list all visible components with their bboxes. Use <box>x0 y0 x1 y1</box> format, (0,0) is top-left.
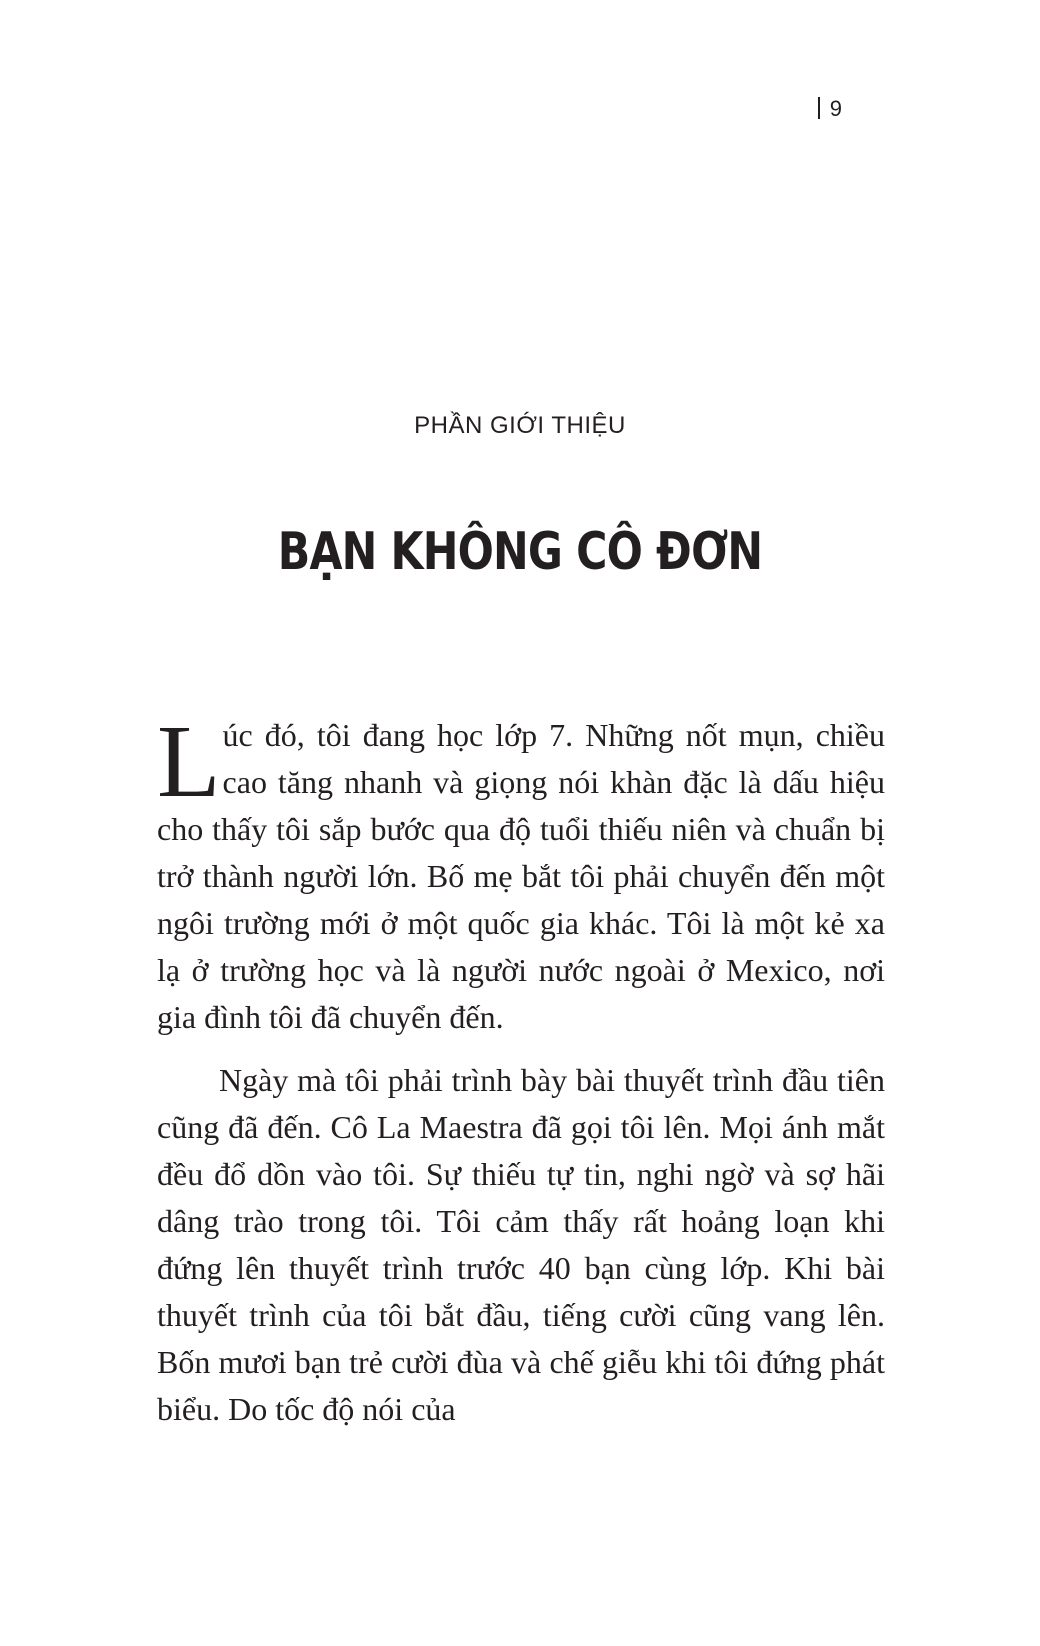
page-number-divider <box>818 97 820 119</box>
drop-cap: L <box>157 704 221 819</box>
page-number <box>818 96 843 122</box>
page-number-value: 9 <box>829 96 843 121</box>
paragraph-1 <box>157 704 885 1041</box>
paragraph-1-text: úc đó, tôi đang học lớp 7. Những nốt mụn, chiều cao tăng nhanh và giọng nói khàn đặc là dấu hiệu cho thấy tôi sắp bước qua độ tuổi thiếu niên và chuẩn bị trở thành người lớn. Bố mẹ bắt tôi phải chuyển đến một ngôi trường mới ở một quốc gia khác. Tôi là một kẻ xa lạ ở trường học và là người nước ngoài ở Mexico, nơi gia đình tôi đã chuyển đến. <box>157 717 885 1035</box>
paragraph-2: Ngày mà tôi phải trình bày bài thuyết trình đầu tiên cũng đã đến. Cô La Maestra đã gọi tôi lên. Mọi ánh mắt đều đổ dồn vào tôi. Sự thiếu tự tin, nghi ngờ và sợ hãi dâng trào trong tôi. Tôi cảm thấy rất hoảng loạn khi đứng lên thuyết trình trước 40 bạn cùng lớp. Khi bài thuyết trình của tôi bắt đầu, tiếng cười cũng vang lên. Bốn mươi bạn trẻ cười đùa và chế giễu khi tôi đứng phát biểu. Do tốc độ nói của <box>157 1062 885 1427</box>
chapter-title: BẠN KHÔNG CÔ ĐƠN <box>277 522 763 582</box>
section-label: PHẦN GIỚI THIỆU <box>414 412 626 439</box>
body-text <box>157 704 885 1433</box>
